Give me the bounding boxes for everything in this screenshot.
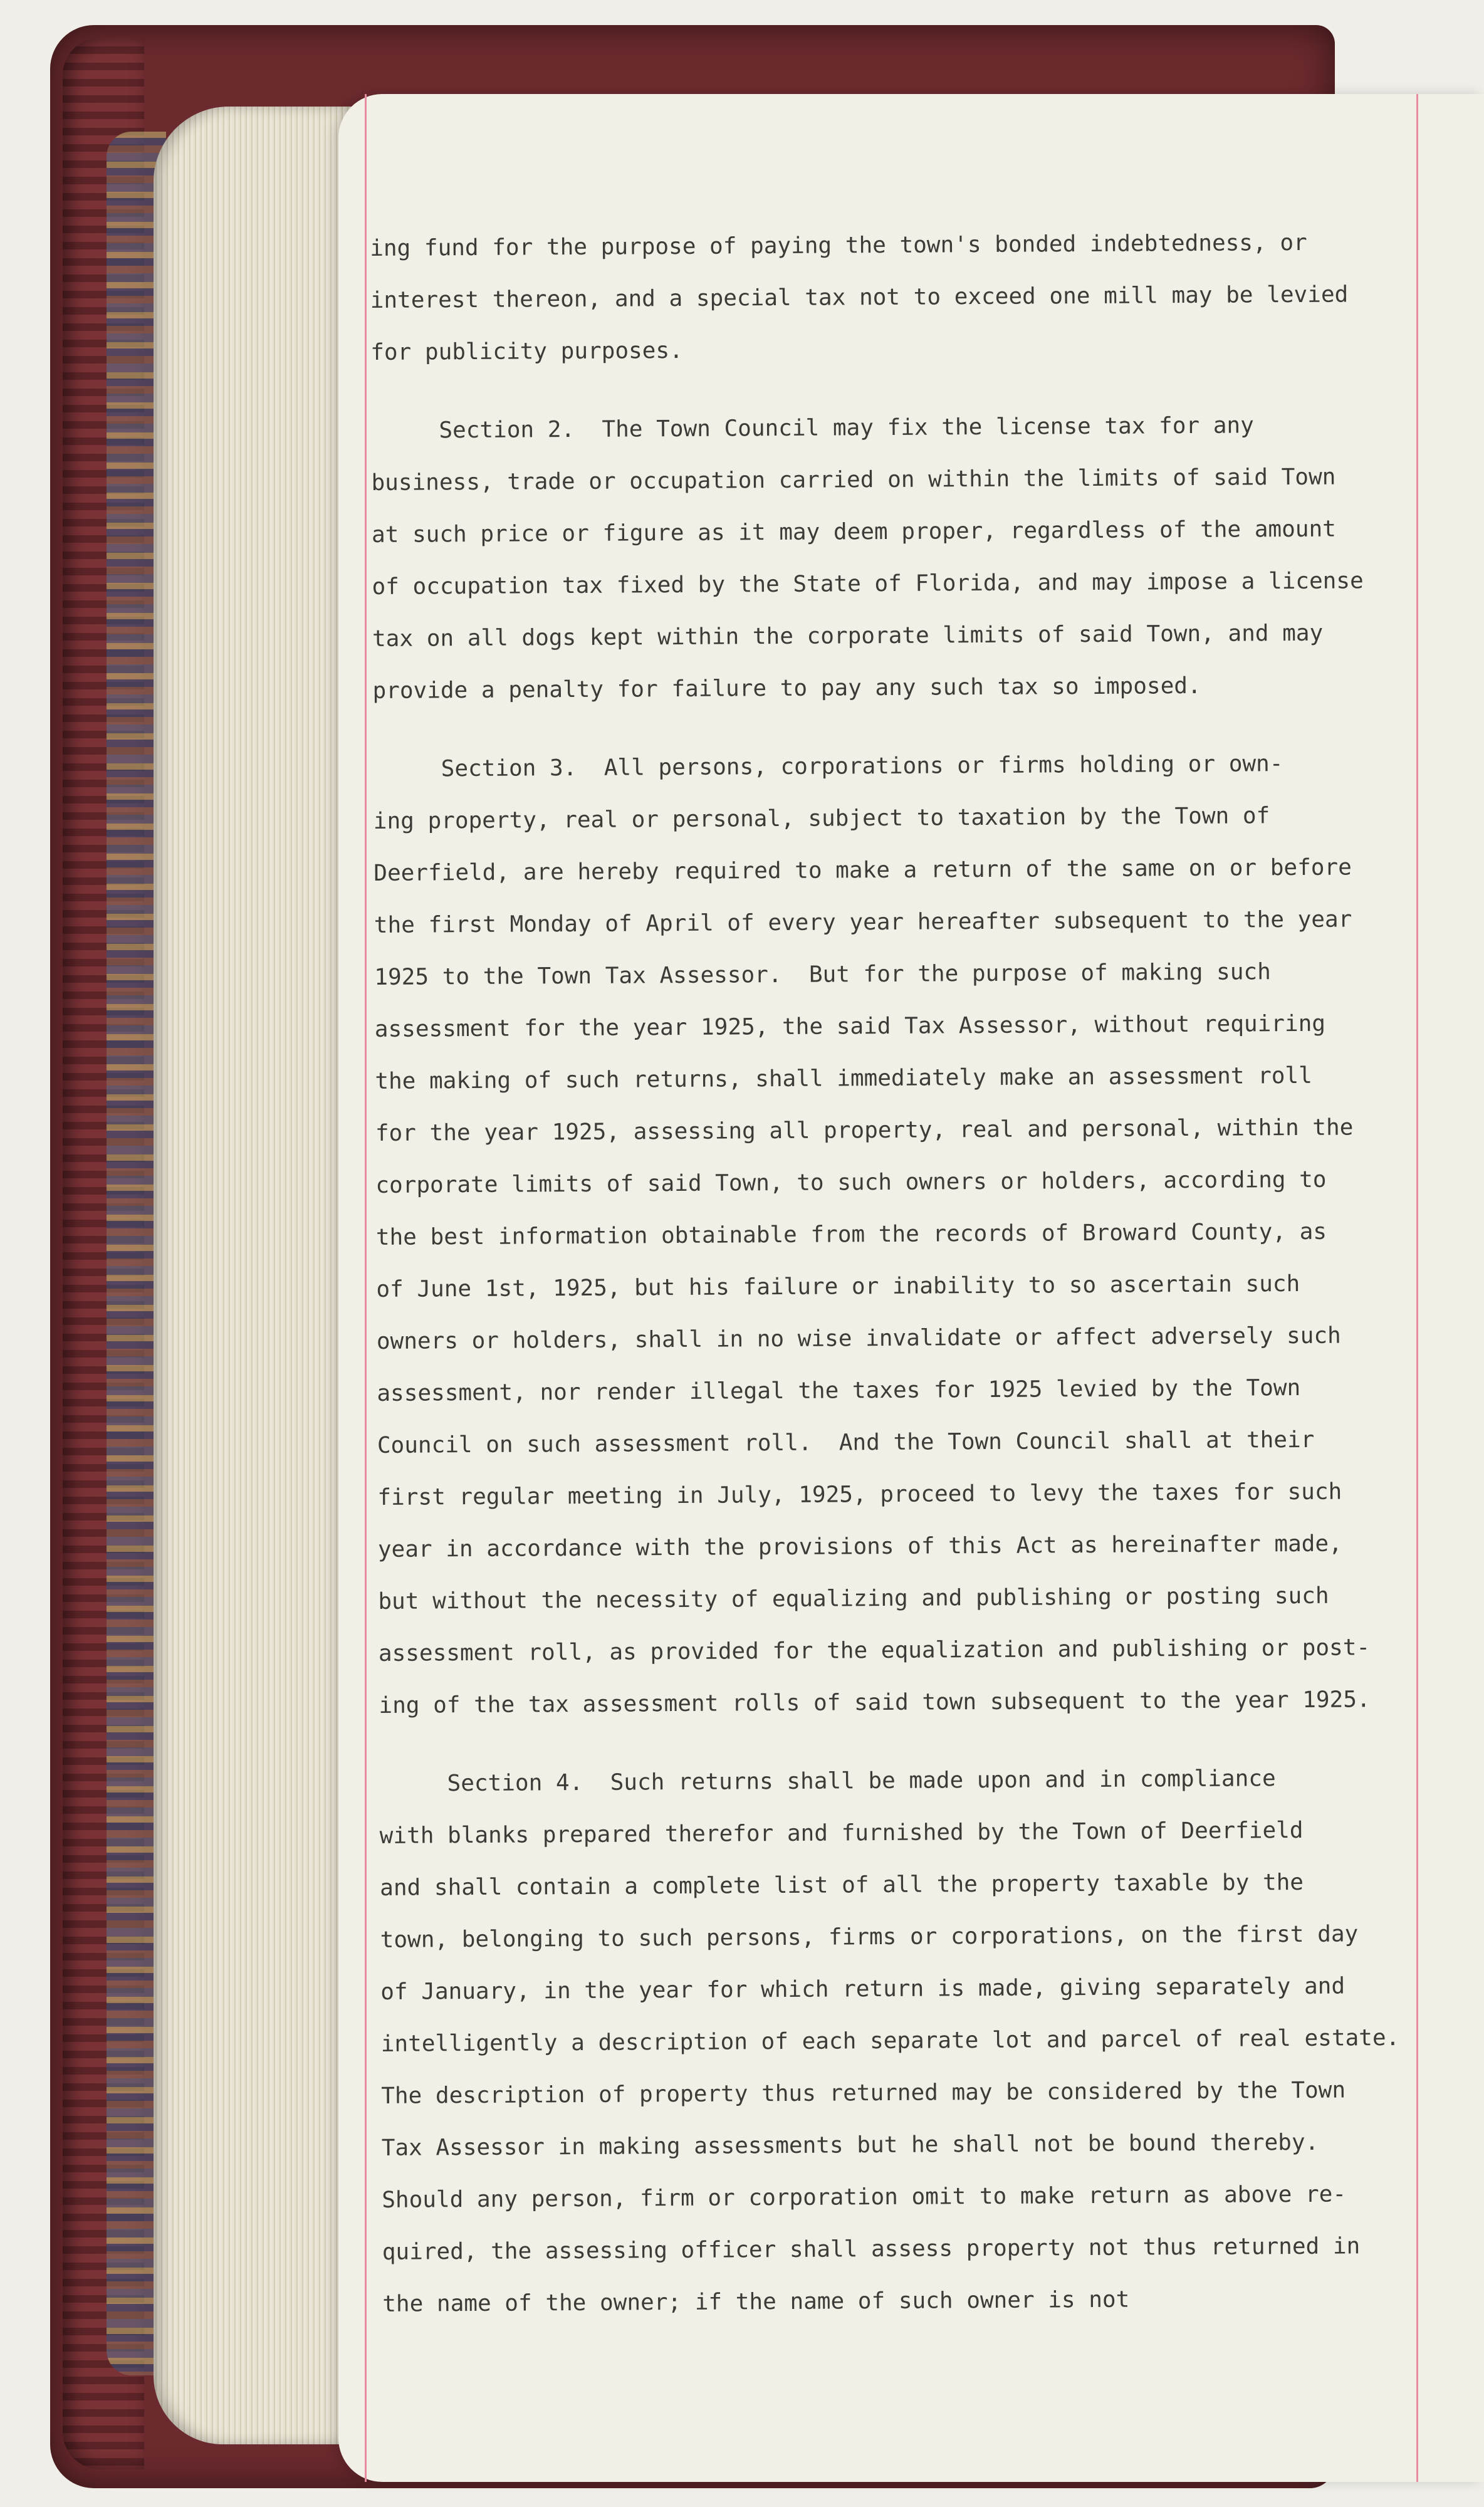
text-line: Section 3. All persons, corporations or firms holding or own- [373, 751, 1283, 782]
text-line: for publicity purposes. [370, 337, 683, 365]
text-line: year in accordance with the provisions of this Act as hereinafter made, [377, 1531, 1342, 1562]
text-line: 1925 to the Town Tax Assessor. But for the purpose of making such [374, 959, 1271, 990]
text-line: ing of the tax assessment rolls of said town subsequent to the year 1925. [379, 1687, 1371, 1719]
text-line: town, belonging to such persons, firms or corporations, on the first day [380, 1921, 1359, 1953]
text-line: quired, the assessing officer shall assess property not thus returned in [382, 2233, 1361, 2265]
text-line: assessment for the year 1925, the said Tax Assessor, without requiring [374, 1010, 1326, 1042]
text-line: assessment roll, as provided for the equalization and publishing or post- [378, 1635, 1371, 1667]
text-line: the name of the owner; if the name of such owner is not [382, 2286, 1130, 2317]
text-line: the first Monday of April of every year hereafter subsequent to the year [374, 906, 1352, 938]
text-line: interest thereon, and a special tax not to exceed one mill may be levied [370, 281, 1349, 313]
text-line: of occupation tax fixed by the State of Florida, and may impose a license [372, 568, 1364, 600]
text-line: provide a penalty for failure to pay any such tax so imposed. [372, 673, 1201, 704]
text-line: but without the necessity of equalizing and publishing or posting such [378, 1583, 1329, 1615]
text-line: ing fund for the purpose of paying the town's bonded indebtedness, or [370, 229, 1307, 261]
text-line: business, trade or occupation carried on within the limits of said Town [371, 464, 1336, 496]
text-line: and shall contain a complete list of all the property taxable by the [380, 1869, 1304, 1901]
text-line: Section 4. Such returns shall be made upon and in compliance [379, 1766, 1276, 1797]
text-line: intelligently a description of each separate lot and parcel of real estate. [380, 2025, 1400, 2057]
text-line: assessment, nor render illegal the taxes for 1925 levied by the Town [377, 1374, 1301, 1406]
text-line: Section 2. The Town Council may fix the license tax for any [370, 412, 1254, 444]
text-line: Council on such assessment roll. And the Town Council shall at their [377, 1426, 1315, 1458]
text-line: of January, in the year for which return is made, giving separately and [380, 1973, 1346, 2005]
text-line: of June 1st, 1925, but his failure or inability to so ascertain such [376, 1270, 1300, 1302]
text-line: with blanks prepared therefor and furnished by the Town of Deerfield [379, 1817, 1304, 1849]
text-line: the best information obtainable from the records of Broward County, as [375, 1218, 1327, 1250]
text-line: at such price or figure as it may deem proper, regardless of the amount [371, 516, 1336, 548]
text-line: Should any person, firm or corporation omit to make return as above re- [382, 2181, 1347, 2213]
text-line: corporate limits of said Town, to such owners or holders, according to [375, 1166, 1327, 1198]
text-line: first regular meeting in July, 1925, proceed to levy the taxes for such [377, 1479, 1342, 1510]
text-line: the making of such returns, shall immediately make an assessment roll [375, 1062, 1312, 1094]
text-line: Deerfield, are hereby required to make a return of the same on or before [374, 854, 1352, 886]
text-line: for the year 1925, assessing all property, real and personal, within the [375, 1114, 1354, 1146]
text-line: owners or holders, shall in no wise invalidate or affect adversely such [376, 1322, 1341, 1354]
text-line: Tax Assessor in making assessments but he shall not be bound thereby. [381, 2129, 1319, 2161]
typed-text-body [370, 216, 1461, 2330]
text-line: The description of property thus returned may be considered by the Town [381, 2077, 1346, 2109]
left-margin-line [365, 94, 367, 2482]
text-line: ing property, real or personal, subject to taxation by the Town of [373, 803, 1270, 834]
text-line: tax on all dogs kept within the corporate limits of said Town, and may [372, 620, 1324, 652]
